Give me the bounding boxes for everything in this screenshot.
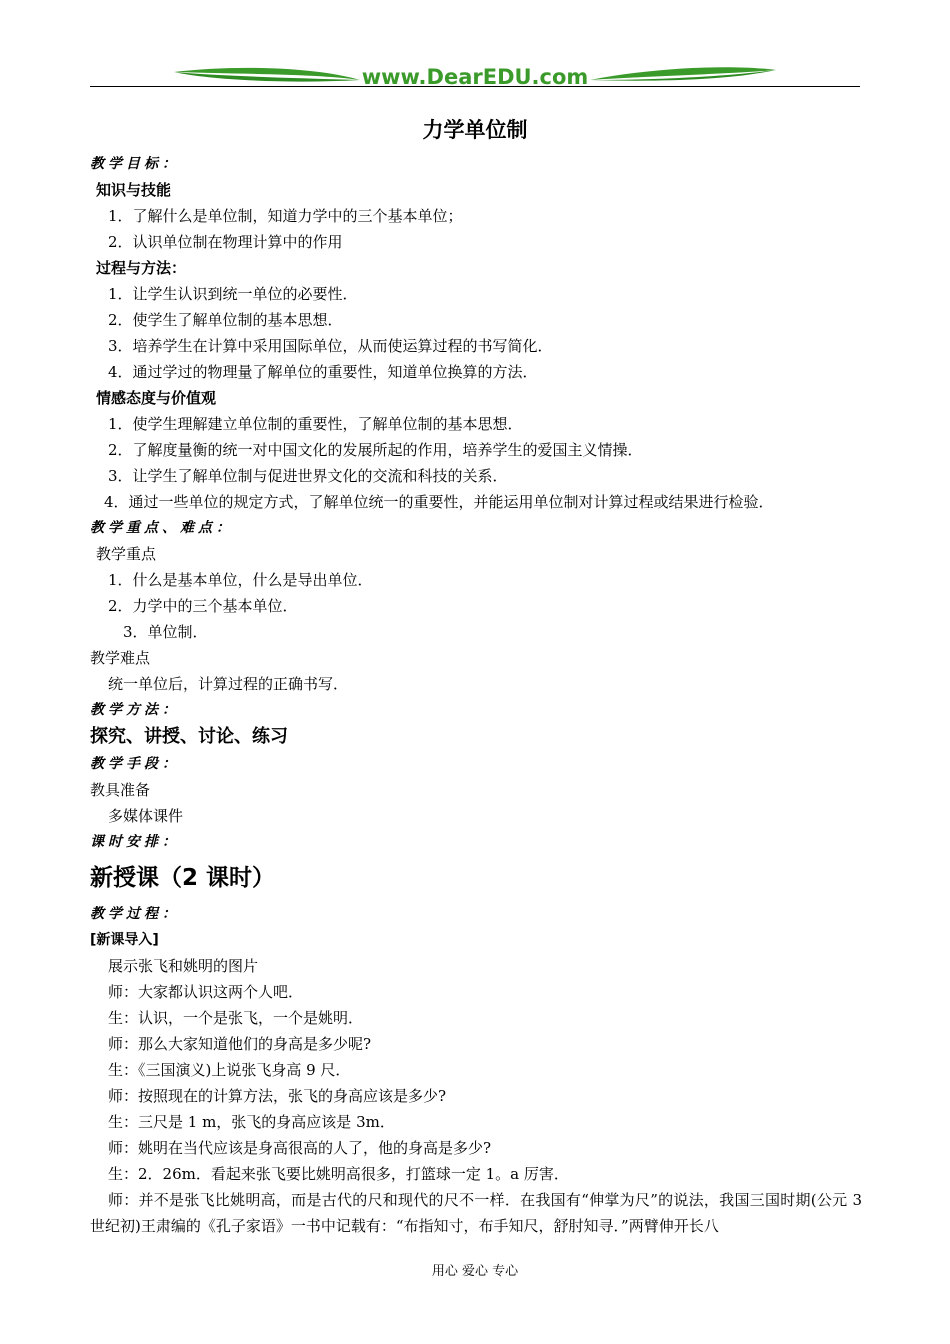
emotion-heading: 情感态度与价值观 bbox=[96, 389, 217, 407]
objectives-heading: 教学目标： bbox=[90, 156, 180, 172]
tools-text: 多媒体课件 bbox=[108, 807, 184, 825]
emotion-item: 3．让学生了解单位制与促进世界文化的交流和科技的关系． bbox=[108, 467, 508, 485]
focus-item: 1．什么是基本单位，什么是导出单位． bbox=[108, 571, 373, 589]
final-paragraph: 师：并不是张飞比姚明高，而是古代的尺和现代的尺不一样．在我国有“伸掌为尺”的说法，我国三国时期(公元 3 世纪初)王肃编的《孔子家语》一书中记载有：“布指知寸，布手知尺，舒肘知寻．”两臂伸开长八 bbox=[90, 1191, 862, 1235]
knowledge-item: 2．认识单位制在物理计算中的作用 bbox=[108, 233, 343, 251]
header-logo-icon bbox=[90, 60, 860, 90]
process-item: 1．让学生认识到统一单位的必要性． bbox=[108, 285, 358, 303]
schedule-heading: 课时安排： bbox=[90, 834, 180, 850]
process-item: 4．通过学过的物理量了解单位的重要性，知道单位换算的方法． bbox=[108, 363, 538, 381]
emotion-item: 4．通过一些单位的规定方式，了解单位统一的重要性，并能运用单位制对计算过程或结果进行检验． bbox=[104, 493, 774, 511]
focus-label: 教学重点 bbox=[96, 545, 157, 563]
new-lesson-heading: 新授课（2 课时） bbox=[90, 865, 276, 891]
dialogue-line: 生：2．26m．看起来张飞要比姚明高很多，打篮球一定 1。a 厉害． bbox=[108, 1165, 569, 1183]
knowledge-heading: 知识与技能 bbox=[96, 181, 172, 199]
dialogue-line: 展示张飞和姚明的图片 bbox=[108, 957, 259, 975]
method-heading: 教学方法： bbox=[90, 702, 180, 718]
header-logo-text: www.DearEDU.com bbox=[361, 65, 589, 89]
dialogue-line: 师：按照现在的计算方法，张飞的身高应该是多少? bbox=[108, 1087, 447, 1105]
emotion-item: 1．使学生理解建立单位制的重要性，了解单位制的基本思想． bbox=[108, 415, 523, 433]
header-banner bbox=[90, 60, 860, 90]
focus-item: 3．单位制． bbox=[123, 623, 208, 641]
dialogue-line: 师：那么大家知道他们的身高是多少呢? bbox=[108, 1035, 372, 1053]
intro-heading: [新课导入] bbox=[90, 932, 159, 948]
page-title: 力学单位制 bbox=[422, 118, 528, 142]
method-text: 探究、讲授、讨论、练习 bbox=[90, 726, 288, 747]
difficulty-label: 教学难点 bbox=[90, 649, 151, 667]
dialogue-line: 生：三尺是 1 m，张飞的身高应该是 3m． bbox=[108, 1113, 395, 1131]
dialogue-line: 生：《三国演义)上说张飞身高 9 尺． bbox=[108, 1061, 351, 1079]
tools-label: 教具准备 bbox=[90, 781, 151, 799]
emotion-item: 2．了解度量衡的统一对中国文化的发展所起的作用，培养学生的爱国主义情操． bbox=[108, 441, 643, 459]
page-footer: 用心 爱心 专心 bbox=[431, 1264, 519, 1279]
process-steps-heading: 教学过程： bbox=[90, 906, 180, 922]
dialogue-line: 师：大家都认识这两个人吧． bbox=[108, 983, 304, 1001]
focus-item: 2．力学中的三个基本单位． bbox=[108, 597, 298, 615]
keypoints-heading: 教学重点、难点： bbox=[90, 520, 234, 536]
dialogue-line: 生：认识，一个是张飞，一个是姚明． bbox=[108, 1009, 364, 1027]
dialogue-line: 师：姚明在当代应该是身高很高的人了，他的身高是多少? bbox=[108, 1139, 492, 1157]
process-item: 3．培养学生在计算中采用国际单位，从而使运算过程的书写简化． bbox=[108, 337, 553, 355]
process-item: 2．使学生了解单位制的基本思想． bbox=[108, 311, 343, 329]
document-body bbox=[90, 151, 865, 1239]
knowledge-item: 1．了解什么是单位制，知道力学中的三个基本单位； bbox=[108, 207, 463, 225]
means-heading: 教学手段： bbox=[90, 756, 180, 772]
difficulty-text: 统一单位后，计算过程的正确书写． bbox=[108, 675, 349, 693]
process-heading: 过程与方法： bbox=[96, 259, 187, 277]
